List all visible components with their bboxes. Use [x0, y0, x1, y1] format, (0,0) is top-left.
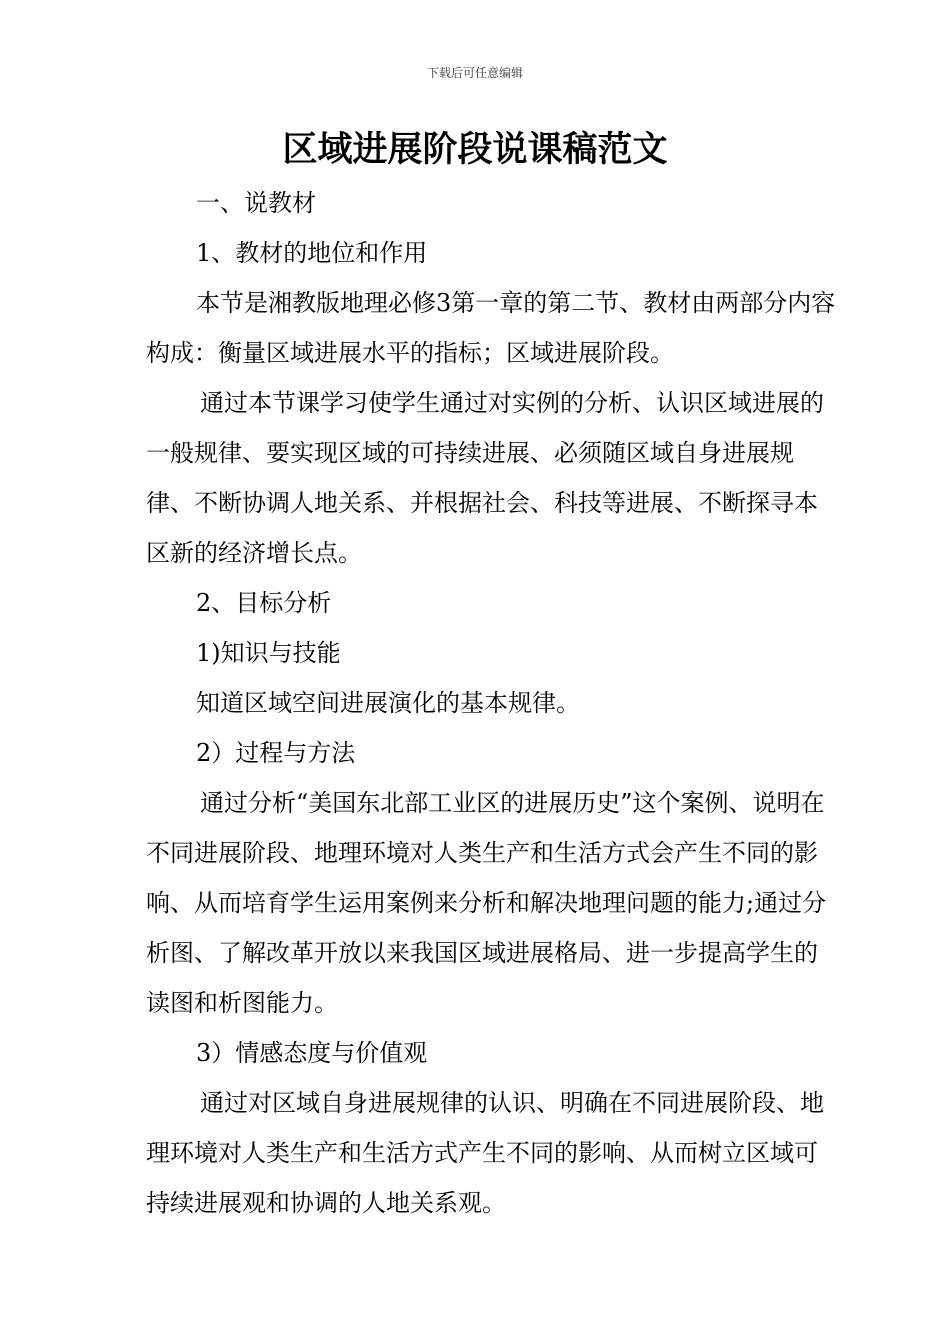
subheading-goals: 2、目标分析 [196, 589, 332, 617]
header-note: 下载后可任意编辑 [426, 66, 523, 80]
paragraph-intro: 本节是湘教版地理必修3第一章的第二节、教材由两部分内容构成：衡量区域进展水平的指标；区域进展阶段。 [146, 289, 836, 367]
paragraph-purpose: 通过本节课学习使学生通过对实例的分析、认识区域进展的一般规律、要实现区域的可持续进展、必须随区域自身进展规律、不断协调人地关系、并根据社会、科技等进展、不断探寻本区新的经济增长点。 [146, 389, 824, 567]
document-title: 区域进展阶段说课稿范文 [282, 130, 668, 170]
goal-process-heading: 2）过程与方法 [196, 739, 356, 767]
goal-knowledge-heading: 1)知识与技能 [196, 639, 341, 667]
subheading-role: 1、教材的地位和作用 [196, 239, 428, 267]
goal-values-heading: 3）情感态度与价值观 [196, 1039, 428, 1067]
section-heading-textbook: 一、说教材 [196, 189, 316, 217]
goal-process-text: 通过分析“美国东北部工业区的进展历史”这个案例、说明在不同进展阶段、地理环境对人类生产和生活方式会产生不同的影响、从而培育学生运用案例来分析和解决地理问题的能力;通过分析图、了解改革开放以来我国区域进展格局、进一步提高学生的读图和析图能力。 [146, 789, 827, 1017]
goal-values-text: 通过对区域自身进展规律的认识、明确在不同进展阶段、地理环境对人类生产和生活方式产生不同的影响、从而树立区域可持续进展观和协调的人地关系观。 [146, 1089, 824, 1217]
document-body [146, 178, 836, 1228]
goal-knowledge-text: 知道区域空间进展演化的基本规律。 [196, 689, 580, 717]
